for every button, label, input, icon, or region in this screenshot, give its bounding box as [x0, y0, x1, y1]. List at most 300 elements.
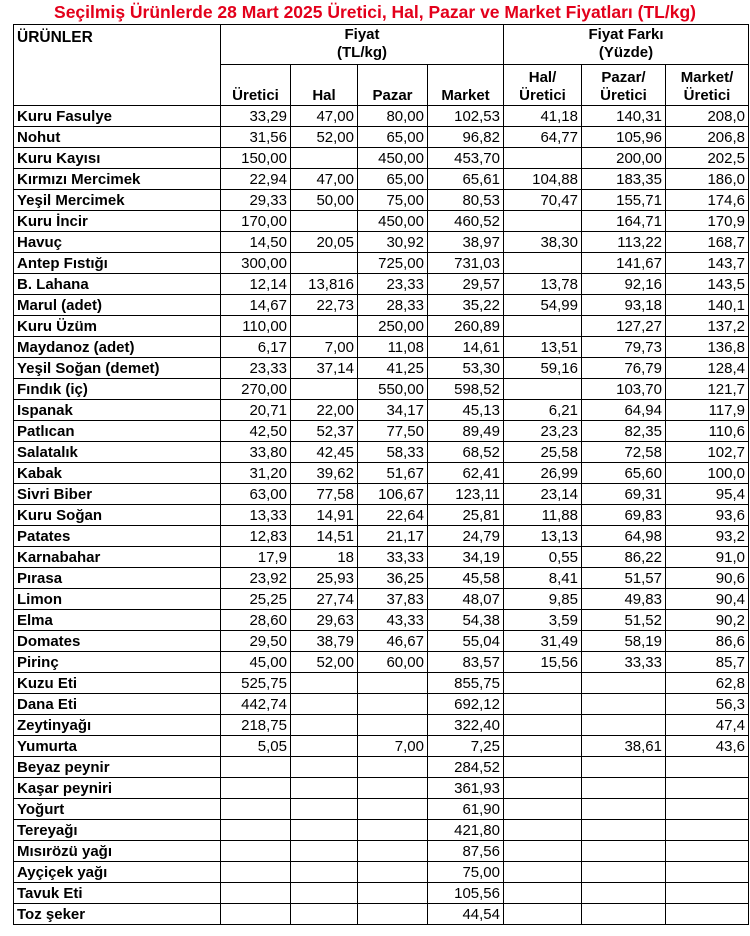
bazaar-price: 250,00	[358, 316, 428, 337]
bazaar-price: 22,64	[358, 505, 428, 526]
hal-price: 18	[291, 547, 358, 568]
market-price: 34,19	[428, 547, 504, 568]
hal-price: 52,00	[291, 652, 358, 673]
bazaar-producer-diff: 51,52	[582, 610, 666, 631]
producer-price: 6,17	[221, 337, 291, 358]
bazaar-price	[358, 820, 428, 841]
hal-producer-diff: 104,88	[504, 169, 582, 190]
bazaar-producer-diff	[582, 820, 666, 841]
table-row	[14, 526, 749, 547]
hal-producer-diff	[504, 211, 582, 232]
hal-producer-diff	[504, 778, 582, 799]
bazaar-price: 65,00	[358, 169, 428, 190]
hal-price: 27,74	[291, 589, 358, 610]
hal-price: 42,45	[291, 442, 358, 463]
market-price: 65,61	[428, 169, 504, 190]
bazaar-producer-diff	[582, 694, 666, 715]
producer-price	[221, 862, 291, 883]
market-producer-diff: 143,5	[666, 274, 749, 295]
col-header-bazaar-producer-line1: Pazar/	[601, 69, 646, 86]
table-row	[14, 274, 749, 295]
table-row	[14, 484, 749, 505]
hal-producer-diff	[504, 715, 582, 736]
bazaar-producer-diff: 64,94	[582, 400, 666, 421]
hal-producer-diff: 64,77	[504, 127, 582, 148]
table-row	[14, 169, 749, 190]
market-producer-diff	[666, 841, 749, 862]
bazaar-price: 60,00	[358, 652, 428, 673]
producer-price	[221, 799, 291, 820]
market-producer-diff: 202,5	[666, 148, 749, 169]
bazaar-producer-diff: 93,18	[582, 295, 666, 316]
bazaar-price	[358, 883, 428, 904]
product-name: Yumurta	[14, 736, 221, 757]
producer-price: 14,50	[221, 232, 291, 253]
hal-price: 50,00	[291, 190, 358, 211]
hal-price: 29,63	[291, 610, 358, 631]
producer-price: 12,14	[221, 274, 291, 295]
hal-producer-diff: 3,59	[504, 610, 582, 631]
bazaar-producer-diff	[582, 862, 666, 883]
market-producer-diff	[666, 757, 749, 778]
bazaar-price: 75,00	[358, 190, 428, 211]
hal-producer-diff: 38,30	[504, 232, 582, 253]
market-price: 731,03	[428, 253, 504, 274]
market-price: 29,57	[428, 274, 504, 295]
hal-price	[291, 694, 358, 715]
col-header-bazaar-producer-line2: Üretici	[600, 87, 647, 104]
product-name: Patates	[14, 526, 221, 547]
producer-price: 22,94	[221, 169, 291, 190]
producer-price: 45,00	[221, 652, 291, 673]
producer-price: 33,29	[221, 106, 291, 127]
market-producer-diff: 93,2	[666, 526, 749, 547]
bazaar-price	[358, 841, 428, 862]
product-name: Limon	[14, 589, 221, 610]
market-producer-diff: 47,4	[666, 715, 749, 736]
market-price: 421,80	[428, 820, 504, 841]
product-name: Antep Fıstığı	[14, 253, 221, 274]
bazaar-producer-diff	[582, 757, 666, 778]
market-producer-diff: 91,0	[666, 547, 749, 568]
market-price: 322,40	[428, 715, 504, 736]
table-row	[14, 694, 749, 715]
market-price: 260,89	[428, 316, 504, 337]
bazaar-producer-diff: 164,71	[582, 211, 666, 232]
hal-price: 39,62	[291, 463, 358, 484]
table-row	[14, 190, 749, 211]
hal-producer-diff: 6,21	[504, 400, 582, 421]
market-price: 598,52	[428, 379, 504, 400]
hal-producer-diff	[504, 904, 582, 925]
product-name: Kuzu Eti	[14, 673, 221, 694]
bazaar-producer-diff: 86,22	[582, 547, 666, 568]
table-row	[14, 568, 749, 589]
hal-producer-diff	[504, 799, 582, 820]
bazaar-price: 11,08	[358, 337, 428, 358]
col-header-market-producer-line2: Üretici	[683, 87, 731, 104]
bazaar-producer-diff: 64,98	[582, 526, 666, 547]
product-name: Yeşil Soğan (demet)	[14, 358, 221, 379]
bazaar-producer-diff: 51,57	[582, 568, 666, 589]
market-producer-diff: 128,4	[666, 358, 749, 379]
table-row	[14, 757, 749, 778]
product-name: Kabak	[14, 463, 221, 484]
hal-price	[291, 736, 358, 757]
producer-price: 525,75	[221, 673, 291, 694]
product-name: Maydanoz (adet)	[14, 337, 221, 358]
hal-price: 37,14	[291, 358, 358, 379]
bazaar-price	[358, 799, 428, 820]
table-body	[14, 106, 749, 925]
table-row	[14, 589, 749, 610]
market-price: 44,54	[428, 904, 504, 925]
market-price: 692,12	[428, 694, 504, 715]
hal-price: 22,00	[291, 400, 358, 421]
market-price: 61,90	[428, 799, 504, 820]
market-producer-diff: 95,4	[666, 484, 749, 505]
col-header-market: Market	[428, 65, 504, 106]
producer-price: 13,33	[221, 505, 291, 526]
hal-price	[291, 757, 358, 778]
bazaar-price: 28,33	[358, 295, 428, 316]
product-name: Nohut	[14, 127, 221, 148]
hal-price	[291, 715, 358, 736]
bazaar-producer-diff: 38,61	[582, 736, 666, 757]
table-row	[14, 379, 749, 400]
table-row	[14, 316, 749, 337]
hal-producer-diff	[504, 820, 582, 841]
product-name: Pirinç	[14, 652, 221, 673]
hal-producer-diff	[504, 757, 582, 778]
market-price: 7,25	[428, 736, 504, 757]
market-producer-diff: 62,8	[666, 673, 749, 694]
table-row	[14, 673, 749, 694]
col-header-hal-producer-line1: Hal/	[528, 69, 557, 86]
product-name: Tereyağı	[14, 820, 221, 841]
header-row-top	[14, 25, 749, 65]
col-header-producer: Üretici	[221, 65, 291, 106]
market-producer-diff: 100,0	[666, 463, 749, 484]
hal-price	[291, 379, 358, 400]
product-name: Toz şeker	[14, 904, 221, 925]
product-name: Dana Eti	[14, 694, 221, 715]
hal-price	[291, 841, 358, 862]
market-producer-diff	[666, 883, 749, 904]
bazaar-price: 37,83	[358, 589, 428, 610]
producer-price: 63,00	[221, 484, 291, 505]
hal-producer-diff: 26,99	[504, 463, 582, 484]
bazaar-price: 43,33	[358, 610, 428, 631]
producer-price: 300,00	[221, 253, 291, 274]
market-producer-diff: 85,7	[666, 652, 749, 673]
price-group-line2: (TL/kg)	[337, 44, 387, 61]
hal-price	[291, 673, 358, 694]
market-producer-diff: 137,2	[666, 316, 749, 337]
market-price: 48,07	[428, 589, 504, 610]
price-table	[13, 24, 749, 925]
hal-producer-diff: 9,85	[504, 589, 582, 610]
bazaar-producer-diff: 155,71	[582, 190, 666, 211]
bazaar-price: 36,25	[358, 568, 428, 589]
market-price: 80,53	[428, 190, 504, 211]
hal-producer-diff: 31,49	[504, 631, 582, 652]
bazaar-producer-diff: 82,35	[582, 421, 666, 442]
product-name: Kuru Üzüm	[14, 316, 221, 337]
hal-price: 47,00	[291, 106, 358, 127]
product-name: Marul (adet)	[14, 295, 221, 316]
market-producer-diff: 90,4	[666, 589, 749, 610]
hal-producer-diff	[504, 736, 582, 757]
product-name: Mısırözü yağı	[14, 841, 221, 862]
market-price: 55,04	[428, 631, 504, 652]
market-producer-diff: 86,6	[666, 631, 749, 652]
col-header-hal-producer-line2: Üretici	[519, 87, 566, 104]
product-name: Yeşil Mercimek	[14, 190, 221, 211]
market-price: 460,52	[428, 211, 504, 232]
diff-group-header	[504, 25, 749, 65]
table-row	[14, 862, 749, 883]
hal-producer-diff	[504, 316, 582, 337]
market-producer-diff: 90,6	[666, 568, 749, 589]
market-price: 75,00	[428, 862, 504, 883]
producer-price: 442,74	[221, 694, 291, 715]
market-price: 24,79	[428, 526, 504, 547]
diff-group-line1: Fiyat Farkı	[588, 26, 664, 43]
bazaar-producer-diff: 140,31	[582, 106, 666, 127]
producer-price: 31,56	[221, 127, 291, 148]
bazaar-producer-diff	[582, 841, 666, 862]
market-price: 453,70	[428, 148, 504, 169]
producer-price: 170,00	[221, 211, 291, 232]
market-price: 855,75	[428, 673, 504, 694]
product-name: Zeytinyağı	[14, 715, 221, 736]
market-producer-diff: 110,6	[666, 421, 749, 442]
bazaar-price: 23,33	[358, 274, 428, 295]
hal-price: 7,00	[291, 337, 358, 358]
product-name: Beyaz peynir	[14, 757, 221, 778]
market-price: 89,49	[428, 421, 504, 442]
table-row	[14, 442, 749, 463]
bazaar-producer-diff: 65,60	[582, 463, 666, 484]
bazaar-price	[358, 715, 428, 736]
products-header: ÜRÜNLER	[14, 25, 221, 106]
product-name: Tavuk Eti	[14, 883, 221, 904]
bazaar-price	[358, 673, 428, 694]
product-name: Elma	[14, 610, 221, 631]
bazaar-price	[358, 757, 428, 778]
product-name: Pırasa	[14, 568, 221, 589]
table-row	[14, 148, 749, 169]
bazaar-producer-diff: 69,31	[582, 484, 666, 505]
producer-price: 29,50	[221, 631, 291, 652]
bazaar-producer-diff: 105,96	[582, 127, 666, 148]
market-price: 35,22	[428, 295, 504, 316]
market-producer-diff: 140,1	[666, 295, 749, 316]
product-name: Ayçiçek yağı	[14, 862, 221, 883]
producer-price: 218,75	[221, 715, 291, 736]
product-name: Ispanak	[14, 400, 221, 421]
bazaar-price	[358, 694, 428, 715]
market-producer-diff: 170,9	[666, 211, 749, 232]
hal-producer-diff: 70,47	[504, 190, 582, 211]
hal-producer-diff	[504, 148, 582, 169]
bazaar-producer-diff	[582, 883, 666, 904]
producer-price: 29,33	[221, 190, 291, 211]
producer-price: 23,33	[221, 358, 291, 379]
market-price: 62,41	[428, 463, 504, 484]
table-row	[14, 211, 749, 232]
table-row	[14, 463, 749, 484]
market-price: 284,52	[428, 757, 504, 778]
product-name: Kaşar peyniri	[14, 778, 221, 799]
hal-price	[291, 148, 358, 169]
market-producer-diff: 43,6	[666, 736, 749, 757]
bazaar-price: 80,00	[358, 106, 428, 127]
diff-group-line2: (Yüzde)	[598, 44, 654, 61]
market-price: 45,58	[428, 568, 504, 589]
hal-producer-diff: 11,88	[504, 505, 582, 526]
market-price: 361,93	[428, 778, 504, 799]
col-header-hal-producer	[504, 65, 582, 106]
market-producer-diff: 93,6	[666, 505, 749, 526]
hal-price: 52,37	[291, 421, 358, 442]
market-producer-diff	[666, 778, 749, 799]
hal-producer-diff: 13,51	[504, 337, 582, 358]
producer-price	[221, 778, 291, 799]
market-producer-diff	[666, 862, 749, 883]
bazaar-price	[358, 862, 428, 883]
bazaar-producer-diff: 141,67	[582, 253, 666, 274]
hal-price: 38,79	[291, 631, 358, 652]
bazaar-price: 30,92	[358, 232, 428, 253]
hal-price	[291, 904, 358, 925]
market-price: 14,61	[428, 337, 504, 358]
table-row	[14, 904, 749, 925]
producer-price: 23,92	[221, 568, 291, 589]
table-row	[14, 421, 749, 442]
producer-price	[221, 904, 291, 925]
table-row	[14, 841, 749, 862]
bazaar-price: 21,17	[358, 526, 428, 547]
bazaar-producer-diff: 33,33	[582, 652, 666, 673]
market-producer-diff: 102,7	[666, 442, 749, 463]
product-name: Kuru Fasulye	[14, 106, 221, 127]
bazaar-price	[358, 904, 428, 925]
market-price: 96,82	[428, 127, 504, 148]
table-row	[14, 400, 749, 421]
product-name: Salatalık	[14, 442, 221, 463]
product-name: Fındık (iç)	[14, 379, 221, 400]
bazaar-price: 450,00	[358, 211, 428, 232]
producer-price: 20,71	[221, 400, 291, 421]
market-producer-diff: 186,0	[666, 169, 749, 190]
market-price: 68,52	[428, 442, 504, 463]
price-group-line1: Fiyat	[344, 26, 380, 43]
producer-price: 33,80	[221, 442, 291, 463]
table-row	[14, 505, 749, 526]
hal-price	[291, 211, 358, 232]
product-name: Havuç	[14, 232, 221, 253]
market-price: 102,53	[428, 106, 504, 127]
hal-price: 47,00	[291, 169, 358, 190]
bazaar-producer-diff	[582, 715, 666, 736]
bazaar-producer-diff	[582, 799, 666, 820]
bazaar-producer-diff: 103,70	[582, 379, 666, 400]
product-name: B. Lahana	[14, 274, 221, 295]
hal-producer-diff: 25,58	[504, 442, 582, 463]
market-producer-diff	[666, 799, 749, 820]
table-row	[14, 799, 749, 820]
hal-price: 25,93	[291, 568, 358, 589]
hal-price	[291, 820, 358, 841]
bazaar-producer-diff: 113,22	[582, 232, 666, 253]
hal-producer-diff	[504, 379, 582, 400]
hal-producer-diff: 0,55	[504, 547, 582, 568]
bazaar-producer-diff: 200,00	[582, 148, 666, 169]
bazaar-producer-diff: 92,16	[582, 274, 666, 295]
bazaar-producer-diff: 49,83	[582, 589, 666, 610]
table-row	[14, 253, 749, 274]
hal-price	[291, 883, 358, 904]
bazaar-price: 450,00	[358, 148, 428, 169]
col-header-market-producer	[666, 65, 749, 106]
hal-price	[291, 862, 358, 883]
hal-producer-diff: 23,23	[504, 421, 582, 442]
hal-producer-diff	[504, 862, 582, 883]
hal-producer-diff	[504, 883, 582, 904]
bazaar-price: 41,25	[358, 358, 428, 379]
bazaar-producer-diff: 76,79	[582, 358, 666, 379]
market-producer-diff: 206,8	[666, 127, 749, 148]
bazaar-price: 77,50	[358, 421, 428, 442]
table-row	[14, 652, 749, 673]
producer-price: 12,83	[221, 526, 291, 547]
producer-price: 5,05	[221, 736, 291, 757]
bazaar-producer-diff: 72,58	[582, 442, 666, 463]
hal-price: 77,58	[291, 484, 358, 505]
market-producer-diff: 136,8	[666, 337, 749, 358]
bazaar-price: 106,67	[358, 484, 428, 505]
table-row	[14, 736, 749, 757]
product-name: Kırmızı Mercimek	[14, 169, 221, 190]
product-name: Domates	[14, 631, 221, 652]
hal-producer-diff	[504, 253, 582, 274]
price-group-header	[221, 25, 504, 65]
market-producer-diff: 121,7	[666, 379, 749, 400]
bazaar-producer-diff	[582, 904, 666, 925]
market-producer-diff	[666, 820, 749, 841]
producer-price	[221, 883, 291, 904]
market-price: 25,81	[428, 505, 504, 526]
producer-price: 31,20	[221, 463, 291, 484]
market-producer-diff: 90,2	[666, 610, 749, 631]
market-price: 105,56	[428, 883, 504, 904]
table-row	[14, 337, 749, 358]
hal-producer-diff: 15,56	[504, 652, 582, 673]
hal-price: 14,91	[291, 505, 358, 526]
market-price: 54,38	[428, 610, 504, 631]
bazaar-price: 550,00	[358, 379, 428, 400]
table-row	[14, 127, 749, 148]
producer-price: 42,50	[221, 421, 291, 442]
producer-price: 150,00	[221, 148, 291, 169]
product-name: Patlıcan	[14, 421, 221, 442]
table-row	[14, 778, 749, 799]
hal-producer-diff: 59,16	[504, 358, 582, 379]
bazaar-producer-diff	[582, 778, 666, 799]
hal-producer-diff: 23,14	[504, 484, 582, 505]
